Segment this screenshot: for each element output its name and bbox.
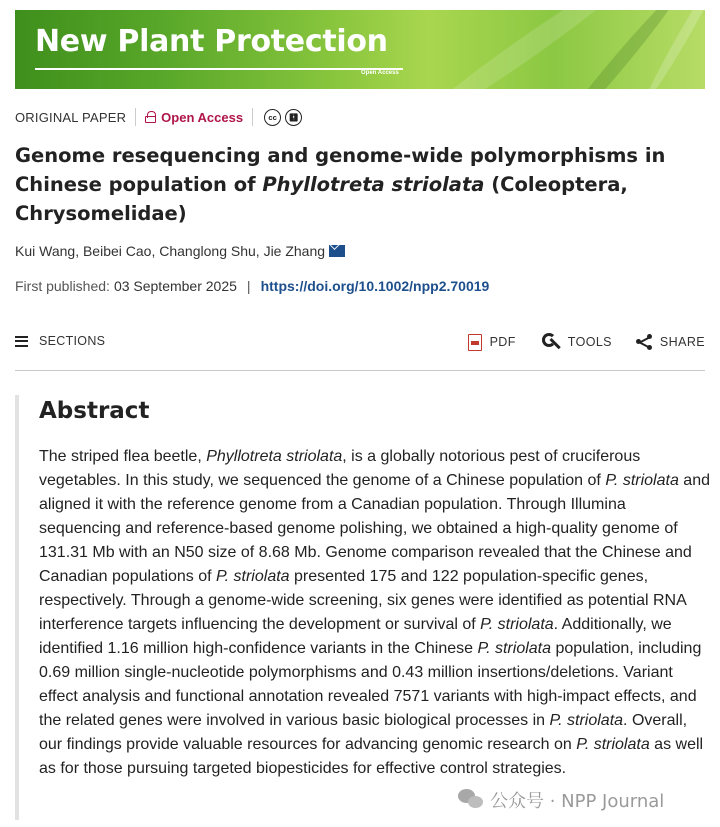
journal-banner[interactable] — [15, 10, 705, 89]
abstract-section — [15, 395, 710, 820]
share-button[interactable] — [636, 334, 705, 350]
author-link[interactable]: Kui Wang — [15, 243, 76, 259]
doi-link[interactable]: https://doi.org/10.1002/npp2.70019 — [260, 278, 490, 294]
journal-subtitle: Open Access — [361, 70, 399, 76]
divider — [135, 108, 136, 126]
license-icons[interactable] — [264, 109, 302, 126]
unlock-icon — [145, 111, 156, 123]
abstract-text: The striped flea beetle, Phyllotreta striolata, is a globally notorious pest of cruciferous vegetables. In this study, we sequenced the genome of a Chinese population of P. striolata and aligned it with the reference genome from a Canadian population. Through Illumina sequencing and reference-based genome polishing, we obtained a high-quality genome of 131.31 Mb with an N50 size of 8.68 Mb. Genome comparison revealed that the Chinese and Canadian populations of P. striolata presented 175 and 122 population-specific genes, respectively. Through a genome-wide screening, six genes were identified as potential RNA interference targets influencing the development or survival of P. striolata. Additionally, we identified 1.16 million high-confidence variants in the Chinese P. striolata population, including 0.69 million single-nucleotide polymorphisms and 0.43 million insertions/deletions. Variant effect analysis and functional annotation revealed 7571 variants with high-impact effects, and the related genes were involved in various basic biological processes in P. striolata. Overall, our findings provide valuable resources for advancing genomic research on P. striolata as well as for those pursuing targeted biopesticides for effective control strategies. — [39, 448, 710, 777]
title-text: (Coleoptera, Chrysomelidae) — [15, 173, 628, 225]
article-meta-row — [15, 107, 302, 127]
wrench-icon — [540, 332, 560, 352]
published-date: 03 September 2025 — [113, 278, 237, 294]
publication-info — [15, 278, 489, 294]
creative-commons-icon[interactable]: cc — [264, 109, 281, 126]
author-link[interactable]: Beibei Cao — [82, 243, 152, 259]
paper-type-label: ORIGINAL PAPER — [15, 109, 127, 125]
wechat-icon — [458, 789, 484, 811]
title-species: Phyllotreta striolata — [262, 173, 485, 196]
tools-label: TOOLS — [567, 335, 612, 349]
article-toolbar — [15, 332, 705, 354]
watermark-text: 公众号 · NPP Journal — [490, 791, 665, 812]
divider — [252, 108, 253, 126]
section-divider — [15, 370, 705, 371]
attribution-icon[interactable]: 🚹︎ — [285, 109, 302, 126]
journal-title: New Plant Protection — [35, 24, 388, 59]
banner-rule — [35, 68, 403, 70]
wechat-watermark — [458, 787, 664, 813]
share-label: SHARE — [659, 335, 705, 349]
pdf-icon — [468, 334, 482, 351]
envelope-icon[interactable] — [329, 245, 345, 257]
tools-button[interactable] — [540, 332, 612, 352]
first-published-label: First published: — [15, 278, 110, 294]
pdf-button[interactable] — [468, 334, 516, 351]
article-title — [15, 141, 695, 228]
author-link[interactable]: Changlong Shu — [159, 243, 256, 259]
title-text: Genome resequencing and genome-wide polymorphisms in Chinese population of — [15, 144, 666, 196]
sections-button[interactable] — [15, 334, 105, 348]
author-list: Kui Wang , Beibei Cao , Changlong Shu , Jie Zhang — [15, 243, 345, 259]
open-access-badge[interactable] — [145, 110, 243, 125]
menu-icon — [15, 336, 28, 347]
separator: | — [246, 278, 251, 294]
sections-label: SECTIONS — [39, 334, 106, 348]
author-link[interactable]: Jie Zhang — [263, 243, 326, 259]
pdf-label: PDF — [489, 335, 516, 349]
open-access-label: Open Access — [161, 109, 244, 125]
abstract-heading: Abstract — [39, 398, 150, 424]
share-icon — [636, 334, 652, 350]
